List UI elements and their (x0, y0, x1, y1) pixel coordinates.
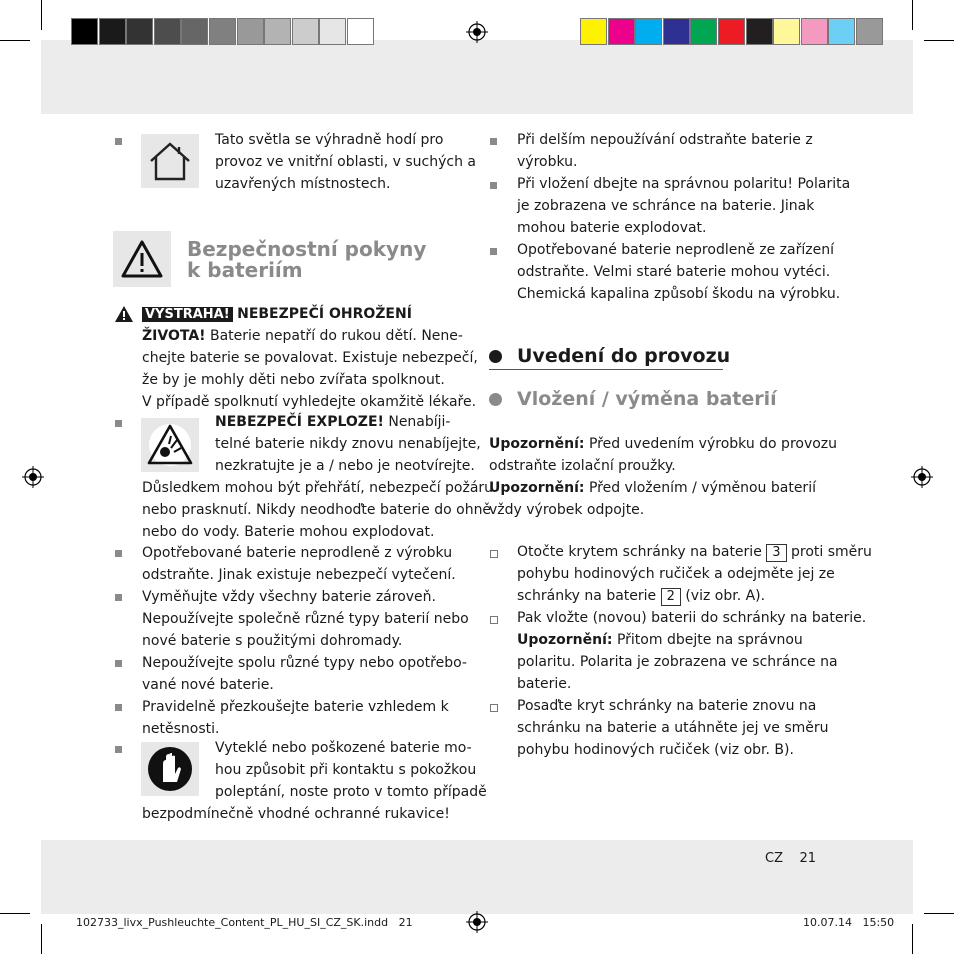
bullet (115, 138, 122, 145)
b5-line-1: Nepoužívejte spolu různé typy nebo opotřebo- (142, 655, 467, 671)
note2-line-2: vždy výrobek odpojte. (489, 502, 645, 518)
color-swatch (608, 18, 635, 45)
warning-triangle-icon (113, 231, 171, 287)
registration-mark-icon (911, 466, 933, 488)
color-swatch (580, 18, 607, 45)
explosion-icon (141, 418, 199, 472)
b4-line-3: nové baterie s použitými dohromady. (142, 633, 403, 649)
step-checkbox (490, 616, 498, 624)
crop-mark (41, 924, 42, 954)
gray-swatch (292, 18, 319, 45)
gray-swatch (347, 18, 374, 45)
s1-line-1 (517, 542, 872, 564)
color-swatch (635, 18, 662, 45)
registration-mark-icon (466, 911, 488, 933)
note-label: Upozornění: (517, 632, 613, 648)
bullet (490, 248, 497, 255)
b7-line-1: Vyteklé nebo poškozené baterie mo- (215, 740, 472, 756)
house-text-3: uzavřených místnostech. (215, 176, 391, 192)
color-swatch (690, 18, 717, 45)
heading-vlozeni: Vložení / výměna baterií (517, 388, 777, 410)
s1-text-b: proti směru (786, 544, 872, 560)
note1-line-2: odstraňte izolační proužky. (489, 458, 676, 474)
registration-mark-icon (22, 466, 44, 488)
warning-small-icon (114, 305, 134, 323)
s1-line-2: pohybu hodinových ručiček a odejměte jej ze (517, 566, 835, 582)
r1-line-1: Při delším nepoužívání odstraňte baterie z (517, 132, 813, 148)
b5-line-2: vané nové baterie. (142, 677, 274, 693)
gloves-icon (141, 742, 199, 796)
crop-mark (0, 40, 30, 41)
gray-swatch (71, 18, 98, 45)
b6-line-1: Pravidelně přezkoušejte baterie vzhledem k (142, 699, 449, 715)
warning-text: Baterie nepatří do rukou dětí. Nene- (205, 328, 463, 344)
explosion-line-1 (215, 412, 451, 434)
bullet (115, 594, 122, 601)
crop-mark (0, 913, 30, 914)
crop-mark (912, 0, 913, 30)
warning-line-2: chejte baterie se povalovat. Existuje nebezpečí, (142, 350, 478, 366)
s3-line-1: Posaďte kryt schránky na baterie znovu na (517, 698, 817, 714)
bullet (490, 182, 497, 189)
gray-swatch (209, 18, 236, 45)
b7-line-4: bezpodmínečně vhodné ochranné rukavice! (142, 806, 450, 822)
color-swatch (773, 18, 800, 45)
bullet (115, 420, 122, 427)
step-checkbox (490, 704, 498, 712)
s1-text-d: schránky na baterie (517, 588, 661, 604)
registration-mark-icon (466, 21, 488, 43)
note2-line-1 (489, 478, 816, 500)
r1-line-2: výrobku. (517, 154, 578, 170)
bullet (490, 138, 497, 145)
s2-text-b: Přitom dbejte na správnou (612, 632, 803, 648)
warning-tag: VÝSTRAHA! (142, 307, 233, 322)
bullet (115, 660, 122, 667)
explosion-line-2: telné baterie nikdy znovu nenabíjejte, (215, 436, 481, 452)
s2-line-4: baterie. (517, 676, 572, 692)
heading1-rule (489, 369, 723, 370)
color-swatch (856, 18, 883, 45)
s1-text-e: (viz obr. A). (680, 588, 766, 604)
note1-line-1 (489, 434, 837, 456)
s1-line-3 (517, 586, 765, 608)
b3-line-1: Opotřebované baterie neprodleně z výrobku (142, 545, 453, 561)
r2-line-1: Při vložení dbejte na správnou polaritu! Polarita (517, 176, 851, 192)
b4-line-1: Vyměňujte vždy všechny baterie zároveň. (142, 589, 436, 605)
bullet (115, 704, 122, 711)
gray-swatch (237, 18, 264, 45)
note2-text: Před vložením / výměnou baterií (584, 480, 816, 496)
r3-line-1: Opotřebované baterie neprodleně ze zařízení (517, 242, 834, 258)
gray-swatch (99, 18, 126, 45)
part-number-box: 3 (766, 544, 786, 562)
heading2-dot (489, 393, 502, 406)
page-number: CZ 21 (765, 851, 817, 866)
warning-title-b: ŽIVOTA! (142, 328, 206, 344)
color-swatch (828, 18, 855, 45)
crop-mark (924, 40, 954, 41)
b4-line-2: Nepoužívejte společně různé typy baterií nebo (142, 611, 469, 627)
s3-line-2: schránku na baterie a utáhněte jej ve směru (517, 720, 829, 736)
gray-swatch (126, 18, 153, 45)
house-text-1: Tato světla se výhradně hodí pro (215, 132, 444, 148)
top-band (41, 40, 913, 114)
warning-title-line (142, 304, 412, 326)
r3-line-3: Chemická kapalina způsobí škodu na výrobku. (517, 286, 841, 302)
r2-line-3: mohou baterie explodovat. (517, 220, 707, 236)
explosion-text: Nenabíji- (383, 414, 451, 430)
bullet (115, 550, 122, 557)
s2-line-2 (517, 630, 803, 652)
b7-line-2: hou způsobit při kontaktu s pokožkou (215, 762, 477, 778)
s2-line-1: Pak vložte (novou) baterii do schránky na baterie. (517, 610, 867, 626)
r2-line-2: je zobrazena ve schránce na baterie. Jinak (517, 198, 815, 214)
b7-line-3: poleptání, noste proto v tomto případě (215, 784, 487, 800)
heading1-dot (489, 350, 502, 363)
s1-text-a: Otočte krytem schránky na baterie (517, 544, 767, 560)
s2-line-3: polaritu. Polarita je zobrazena ve schránce na (517, 654, 838, 670)
r3-line-2: odstraňte. Velmi staré baterie mohou vytéci. (517, 264, 831, 280)
safety-heading-2: k bateriím (187, 258, 303, 282)
gray-swatch (181, 18, 208, 45)
crop-mark (41, 0, 42, 30)
warning-line-4: V případě spolknutí vyhledejte okamžitě lékaře. (142, 394, 477, 410)
crop-mark (912, 924, 913, 954)
gray-swatch (154, 18, 181, 45)
explosion-line-4: Důsledkem mohou být přehřátí, nebezpečí požáru (142, 480, 494, 496)
house-text-2: provoz ve vnitřní oblasti, v suchých a (215, 154, 477, 170)
color-swatch (801, 18, 828, 45)
file-date: 10.07.14 15:50 (803, 916, 895, 929)
color-swatch (746, 18, 773, 45)
s3-line-3: pohybu hodinových ručiček (viz obr. B). (517, 742, 794, 758)
gray-swatch (319, 18, 346, 45)
explosion-line-6: nebo do vody. Baterie mohou explodovat. (142, 524, 435, 540)
warning-line-1 (142, 326, 463, 348)
explosion-line-3: nezkratujte je a / nebo je neotvírejte. (215, 458, 475, 474)
bullet (115, 746, 122, 753)
part-number-box: 2 (661, 588, 681, 606)
heading-uvedeni: Uvedení do provozu (517, 345, 731, 367)
step-checkbox (490, 550, 498, 558)
file-slug: 102733_livx_Pushleuchte_Content_PL_HU_SI_CZ_SK.indd 21 (76, 916, 413, 929)
color-swatch (718, 18, 745, 45)
safety-heading-1: Bezpečnostní pokyny (187, 237, 427, 261)
crop-mark (924, 913, 954, 914)
b3-line-2: odstraňte. Jinak existuje nebezpečí vytečení. (142, 567, 456, 583)
b6-line-2: netěsnosti. (142, 721, 220, 737)
warning-title-a: NEBEZPEČÍ OHROŽENÍ (237, 306, 412, 322)
note1-text: Před uvedením výrobku do provozu (584, 436, 838, 452)
note-label: Upozornění: (489, 480, 585, 496)
note-label: Upozornění: (489, 436, 585, 452)
explosion-line-5: nebo prasknutí. Nikdy neodhoďte baterie do ohně (142, 502, 492, 518)
warning-line-3: že by je mohly děti nebo zvířata spolknout. (142, 372, 445, 388)
explosion-title: NEBEZPEČÍ EXPLOZE! (215, 414, 384, 430)
gray-swatch (264, 18, 291, 45)
color-swatch (663, 18, 690, 45)
house-icon (141, 134, 199, 188)
